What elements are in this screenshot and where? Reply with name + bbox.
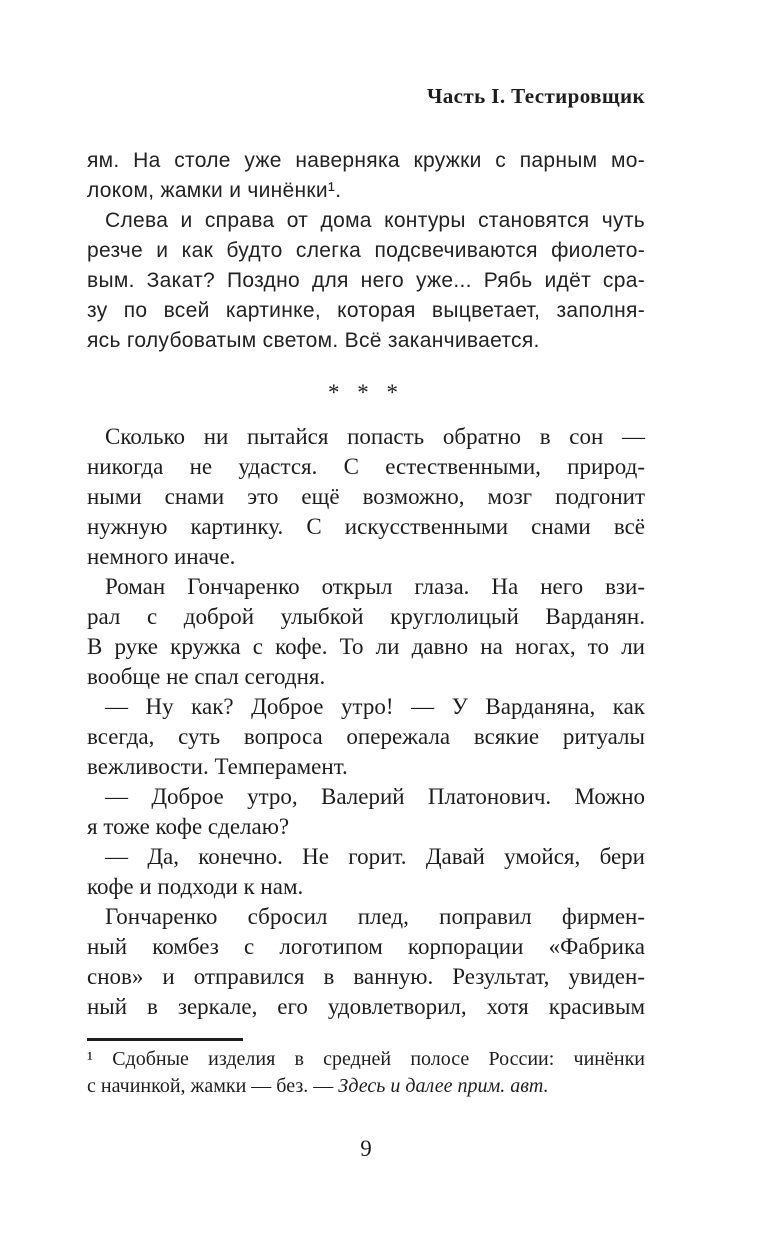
text-line: немного иначе. bbox=[87, 544, 236, 569]
text-line: Слева и справа от дома контуры становятся чуть bbox=[105, 209, 645, 232]
text-line: я тоже кофе сделаю? bbox=[87, 814, 290, 839]
page-number: 9 bbox=[360, 1136, 372, 1161]
footnote-text-regular: с начинкой, жамки — без. — bbox=[87, 1075, 339, 1097]
text-block bbox=[87, 0, 645, 1164]
text-line: ный в зеркале, его удовлетворил, хотя красивым bbox=[87, 994, 645, 1019]
text-line: вежливости. Темперамент. bbox=[87, 754, 348, 779]
text-line: кофе и подходи к нам. bbox=[87, 874, 304, 899]
text-line: зу по всей картинке, которая выцветает, заполня- bbox=[87, 299, 645, 322]
text-line: всегда, суть вопроса опережала всякие ритуалы bbox=[87, 724, 645, 749]
footnote-rule bbox=[87, 1038, 243, 1041]
text-line: снов» и отправился в ванную. Результат, увиден- bbox=[87, 964, 645, 989]
footnote-text-italic: Здесь и далее прим. авт. bbox=[338, 1075, 549, 1097]
text-line: ям. На столе уже наверняка кружки с парным мо- bbox=[87, 149, 645, 172]
paragraph bbox=[87, 572, 645, 692]
paragraph bbox=[87, 692, 645, 782]
paragraph bbox=[87, 206, 645, 356]
dream-paragraphs bbox=[87, 146, 645, 356]
footnote-line: ¹ Сдобные изделия в средней полосе России: чинёнки bbox=[87, 1048, 645, 1070]
paragraph bbox=[87, 146, 645, 206]
section-separator: * * * bbox=[328, 380, 404, 405]
text-line: никогда не удастся. С естественными, природ- bbox=[87, 454, 645, 479]
running-header: Часть I. Тестировщик bbox=[426, 84, 645, 108]
text-line: резче и как будто слегка подсвечиваются фиолето- bbox=[87, 239, 645, 262]
text-line: — Доброе утро, Валерий Платонович. Можно bbox=[105, 784, 645, 809]
text-line: Роман Гончаренко открыл глаза. На него взи- bbox=[105, 574, 645, 599]
paragraph bbox=[87, 782, 645, 842]
text-line: нужную картинку. С искусственными снами всё bbox=[87, 514, 645, 539]
text-line: вым. Закат? Поздно для него уже... Рябь идёт сра- bbox=[87, 269, 645, 292]
paragraph bbox=[87, 902, 645, 1022]
text-line: Гончаренко сбросил плед, поправил фирмен- bbox=[105, 904, 645, 929]
text-line: Сколько ни пытайся попасть обратно в сон — bbox=[105, 424, 645, 449]
paragraph bbox=[87, 422, 645, 572]
footnote-line bbox=[87, 1073, 645, 1100]
text-line: В руке кружка с кофе. То ли давно на ногах, то ли bbox=[87, 634, 645, 659]
text-line: вообще не спал сегодня. bbox=[87, 664, 326, 689]
narrative-paragraphs bbox=[87, 422, 645, 1022]
text-line: ными снами это ещё возможно, мозг подгонит bbox=[87, 484, 645, 509]
text-line: ный комбез с логотипом корпорации «Фабрика bbox=[87, 934, 645, 959]
paragraph bbox=[87, 842, 645, 902]
text-line: — Да, конечно. Не горит. Давай умойся, бери bbox=[105, 844, 645, 869]
text-line: ясь голубоватым светом. Всё заканчивается. bbox=[87, 329, 540, 352]
text-line: рал с доброй улыбкой круглолицый Варданян. bbox=[87, 604, 645, 629]
text-line: — Ну как? Доброе утро! — У Варданяна, как bbox=[105, 694, 645, 719]
text-line: локом, жамки и чинёнки¹. bbox=[87, 179, 342, 202]
footnote bbox=[87, 1046, 645, 1100]
